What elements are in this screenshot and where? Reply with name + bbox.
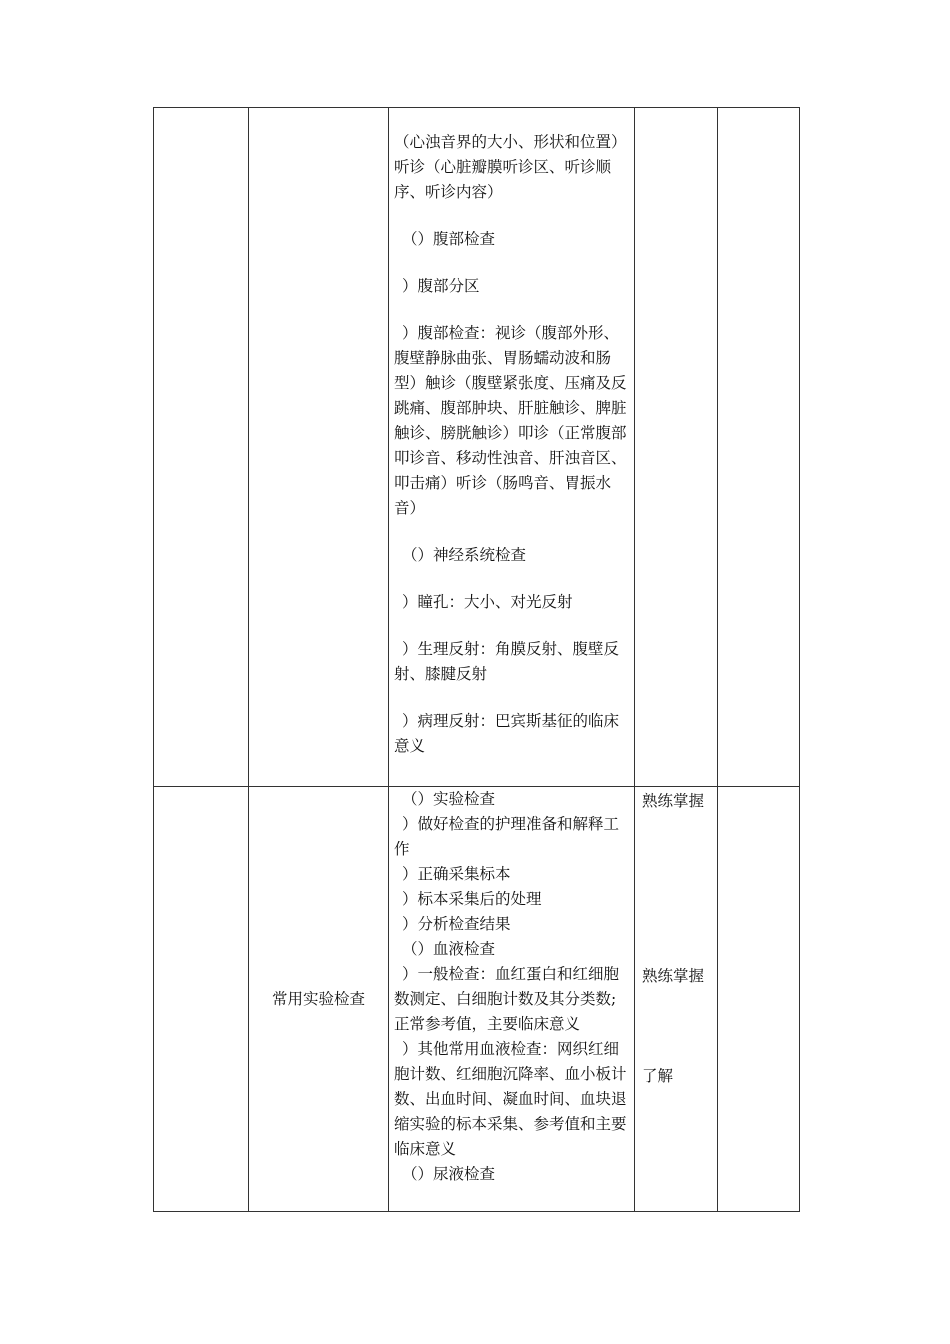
table-row <box>154 108 800 787</box>
content-line: ）正确采集标本 <box>402 865 511 883</box>
topic-cell: 常用实验检查 <box>249 787 389 1212</box>
syllabus-table <box>153 107 800 1212</box>
content-line: ）腹部检查：视诊（腹部外形、腹壁静脉曲张、胃肠蠕动波和肠型）触诊（腹壁紧张度、压痛及反跳痛、腹部肿块、肝脏触诊、脾脏触诊、膀胱触诊）叩诊（正常腹部叩诊音、移动性浊音、肝浊音区、叩击痛）听诊（肠鸣音、胃振水音） <box>394 324 627 517</box>
content-cell <box>389 787 635 1212</box>
content-line: ）腹部分区 <box>402 277 480 295</box>
content-cell <box>389 108 635 787</box>
content-line: ）分析检查结果 <box>402 915 511 933</box>
content-line: ）其他常用血液检查：网织红细胞计数、红细胞沉降率、血小板计数、出血时间、凝血时间、血块退缩实验的标本采集、参考值和主要临床意义 <box>394 1040 627 1158</box>
content-line: ）瞳孔：大小、对光反射 <box>402 593 573 611</box>
content-line: ）生理反射：角膜反射、腹壁反射、膝腱反射 <box>394 640 620 683</box>
level-label: 了解 <box>642 1067 674 1085</box>
content-line: ）标本采集后的处理 <box>402 890 542 908</box>
notes-cell <box>718 108 800 787</box>
level-cell <box>635 787 718 1212</box>
level-cell <box>635 108 718 787</box>
content-line: ）病理反射：巴宾斯基征的临床意义 <box>394 712 620 755</box>
content-line: （）实验检查 <box>402 790 496 808</box>
topic-cell <box>249 108 389 787</box>
content-line: ）做好检查的护理准备和解释工作 <box>394 815 620 858</box>
content-line: ）一般检查：血红蛋白和红细胞数测定、白细胞计数及其分类数;正常参考值，主要临床意义 <box>394 965 620 1033</box>
notes-cell <box>718 787 800 1212</box>
table-row <box>154 787 800 1212</box>
level-label: 熟练掌握 <box>642 967 705 985</box>
level-label: 熟练掌握 <box>642 792 705 810</box>
content-line: （）尿液检查 <box>402 1165 496 1183</box>
content-line: （）神经系统检查 <box>402 546 527 564</box>
content-line: （）血液检查 <box>402 940 496 958</box>
unit-cell <box>154 787 249 1212</box>
content-line: （）腹部检查 <box>402 230 496 248</box>
content-line: （心浊音界的大小、形状和位置）听诊（心脏瓣膜听诊区、听诊顺序、听诊内容） <box>394 133 627 201</box>
unit-cell <box>154 108 249 787</box>
